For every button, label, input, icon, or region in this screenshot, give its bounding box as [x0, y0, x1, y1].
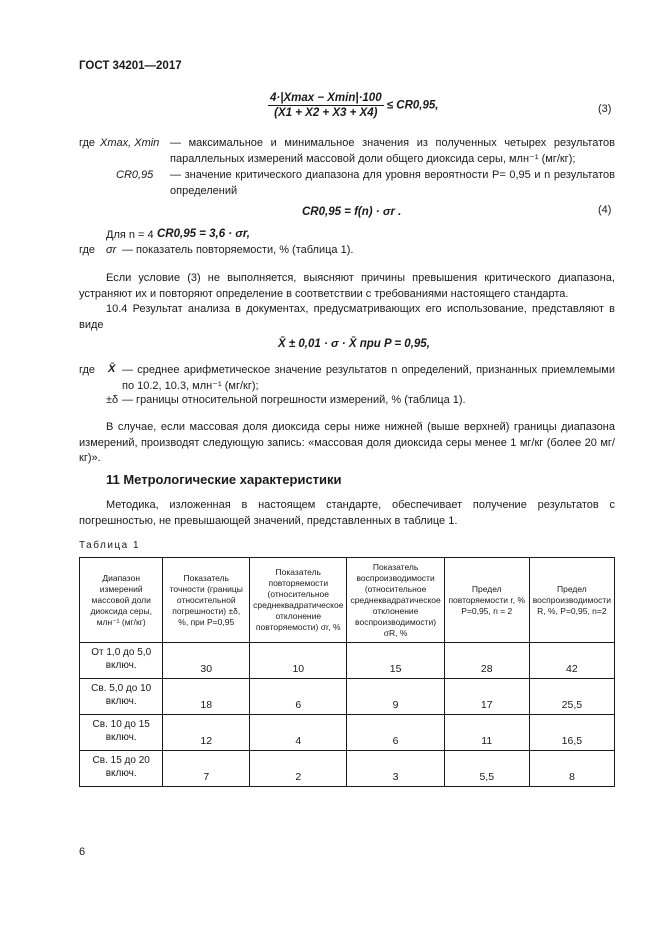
where-term-delta: ±δ	[106, 394, 119, 406]
page-number: 6	[79, 846, 86, 858]
header-reproducibility: Показатель воспроизводимости (относительное среднеквадратическое отклонение воспроизводимости) σR, %	[347, 558, 444, 643]
table-caption: Таблица 1	[79, 540, 141, 551]
table-cell: 9	[347, 679, 444, 715]
paragraph-method: Методика, изложенная в настоящем стандарте, обеспечивает получение результатов с погрешностью, не превышающей значений, представленных в таблице 1.	[79, 499, 615, 527]
table-header-row	[80, 558, 615, 643]
formula-3-rhs: ≤ CR0,95,	[386, 99, 439, 112]
header-repeatability: Показатель повторяемости (относительное среднеквадратическое отклонение повторяемости) σr, %	[250, 558, 347, 643]
where-label-1: где	[79, 137, 96, 149]
table-cell: 6	[250, 679, 347, 715]
header-accuracy: Показатель точности (границы относительной погрешности) ±δ, %, при P=0,95	[163, 558, 250, 643]
section-title-11: 11 Метрологические характеристики	[106, 472, 342, 487]
table-cell: 11	[444, 715, 529, 751]
header-range: Диапазон измерений массовой доли диоксида серы, млн⁻¹ (мг/кг)	[80, 558, 163, 643]
n4-formula: CR0,95 = 3,6 · σr,	[157, 228, 250, 240]
where-term-sigma-r: σr	[106, 244, 117, 256]
table-row	[80, 715, 615, 751]
where-desc-xbar: — среднее арифметическое значение результатов n определений, признанных приемлемыми по 10.2, 10.3, млн⁻¹ (мг/кг);	[122, 364, 615, 392]
table-cell: 12	[163, 715, 250, 751]
where-term-xmax-xmin: Xmax, Xmin	[100, 137, 160, 149]
where-label-2: где	[79, 244, 96, 256]
formula-3-fraction	[268, 92, 384, 119]
formula-3-denominator: (X1 + X2 + X3 + X4)	[274, 107, 378, 119]
table-cell: 2	[250, 751, 347, 787]
table-row	[80, 679, 615, 715]
table-cell: 10	[250, 643, 347, 679]
table-cell: 17	[444, 679, 529, 715]
header-repeatability-limit: Предел повторяемости r, % P=0,95, n = 2	[444, 558, 529, 643]
where-desc-sigma-r: — показатель повторяемости, % (таблица 1).	[122, 244, 354, 256]
table-cell-range: От 1,0 до 5,0 включ.	[80, 643, 163, 679]
table-cell: 25,5	[529, 679, 614, 715]
formula-3-numerator: 4·|Xmax − Xmin|·100	[270, 92, 382, 104]
table-cell: 18	[163, 679, 250, 715]
where-desc-xmax-xmin: — максимальное и минимальное значения из полученных четырех результатов параллельных измерений массовой доли общего диоксида серы, млн⁻¹ (мг/кг);	[170, 137, 615, 165]
equation-number-4: (4)	[598, 204, 612, 216]
metrology-table	[79, 557, 615, 787]
table-cell: 15	[347, 643, 444, 679]
table-cell: 8	[529, 751, 614, 787]
paragraph-10-4: 10.4 Результат анализа в документах, предусматривающих его использование, представляют в виде	[79, 303, 615, 331]
table-cell-range: Св. 15 до 20 включ.	[80, 751, 163, 787]
formula-3	[268, 92, 439, 119]
paragraph-condition: Если условие (3) не выполняется, выясняют причины превышения критического диапазона, устраняют их и повторяют определение в соответствии с требованиями настоящего стандарта.	[79, 272, 615, 300]
equation-number-3: (3)	[598, 103, 612, 115]
table-cell: 4	[250, 715, 347, 751]
table-cell-range: Св. 10 до 15 включ.	[80, 715, 163, 751]
table-cell: 6	[347, 715, 444, 751]
table-cell: 42	[529, 643, 614, 679]
where-term-cr: CR0,95	[116, 169, 154, 181]
where-desc-cr: — значение критического диапазона для уровня вероятности P= 0,95 и n результатов определений	[170, 169, 615, 197]
n4-prefix: Для n = 4	[106, 229, 154, 241]
where-term-xbar: X̄	[108, 363, 116, 375]
table-cell: 28	[444, 643, 529, 679]
header-reproducibility-limit: Предел воспроизводимости R, %, P=0,95, n=2	[529, 558, 614, 643]
formula-4: CR0,95 = f(n) · σr .	[302, 206, 402, 218]
document-header: ГОСТ 34201—2017	[79, 60, 182, 72]
table-row	[80, 643, 615, 679]
table-cell: 5,5	[444, 751, 529, 787]
formula-result: X̄ ± 0,01 · σ · X̄ при P = 0,95,	[278, 338, 430, 350]
table-cell: 16,5	[529, 715, 614, 751]
where-desc-delta: — границы относительной погрешности измерений, % (таблица 1).	[122, 394, 466, 406]
table-cell: 30	[163, 643, 250, 679]
table-row	[80, 751, 615, 787]
where-label-3: где	[79, 364, 96, 376]
table-cell-range: Св. 5,0 до 10 включ.	[80, 679, 163, 715]
table-cell: 7	[163, 751, 250, 787]
paragraph-below-range: В случае, если массовая доля диоксида серы ниже нижней (выше верхней) границы диапазона измерений, производят следующую запись: «массовая доля диоксида серы менее 1 мг/кг (более 20 мг/кг)».	[79, 421, 615, 464]
table-cell: 3	[347, 751, 444, 787]
